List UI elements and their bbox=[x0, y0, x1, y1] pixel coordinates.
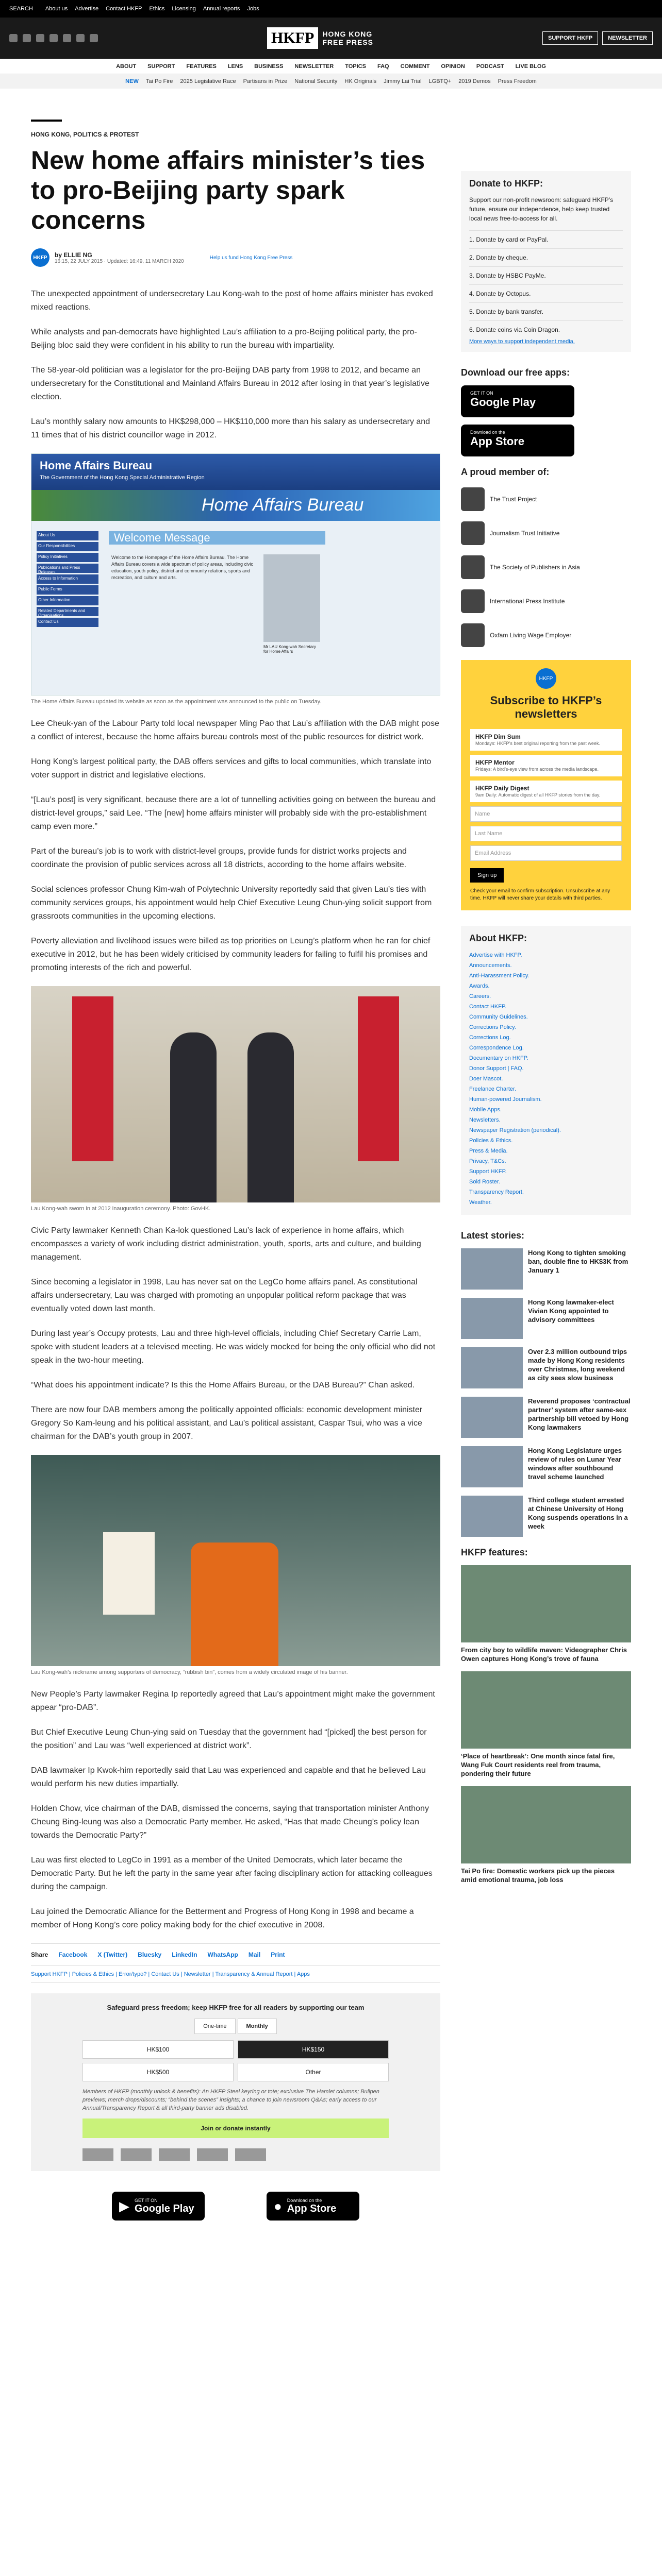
newsletter-option[interactable] bbox=[470, 755, 622, 776]
nav-item[interactable]: COMMENT bbox=[400, 63, 430, 70]
about-link[interactable]: Donor Support | FAQ. bbox=[469, 1065, 524, 1072]
article bbox=[31, 89, 440, 2241]
paragraph: During last year’s Occupy protests, Lau and three high-level officials, including Chief Secretary Carrie Lam, spoke with student leaders at a televised meeting. He was widely mocked for being the only official who did not speak in the two-hour meeting. bbox=[31, 1329, 436, 1365]
nav-item[interactable]: PODCAST bbox=[476, 63, 504, 70]
freq-monthly[interactable]: Monthly bbox=[238, 2019, 277, 2034]
story-title: Hong Kong lawmaker-elect Vivian Kong appointed to advisory committees bbox=[528, 1298, 614, 1324]
donate-text: Support our non-profit newsroom: safeguard HKFP’s future, ensure our independence, help keep trusted local news free-to-access for all. bbox=[469, 196, 614, 222]
nav-item[interactable]: OPINION bbox=[441, 63, 465, 70]
site-logo[interactable] bbox=[267, 27, 373, 49]
store-small: Download on the bbox=[470, 430, 505, 435]
store-big: App Store bbox=[470, 435, 525, 448]
youtube-icon[interactable] bbox=[63, 34, 71, 42]
member-logo[interactable] bbox=[461, 587, 631, 616]
byline bbox=[31, 248, 440, 267]
inauguration-photo bbox=[31, 986, 440, 1202]
member-logo[interactable] bbox=[461, 519, 631, 548]
amount-option[interactable]: HK$100 bbox=[82, 2040, 234, 2059]
nl-desc: Fridays: A bird’s-eye view from across the media landscape. bbox=[475, 767, 599, 772]
instagram-icon[interactable] bbox=[36, 34, 44, 42]
about-link[interactable]: Advertise with HKFP. bbox=[469, 952, 522, 958]
member-logo[interactable] bbox=[461, 621, 631, 650]
about-link[interactable]: Awards. bbox=[469, 983, 490, 989]
story-title: Third college student arrested at Chinese University of Hong Kong suspends operations in a week bbox=[528, 1496, 628, 1530]
top-link[interactable]: Annual reports bbox=[203, 6, 240, 12]
about-link[interactable]: Human-powered Journalism. bbox=[469, 1096, 542, 1103]
member-name: International Press Institute bbox=[490, 598, 565, 605]
newsletter-title: Subscribe to HKFP’s newsletters bbox=[490, 694, 602, 720]
paragraph: Part of the bureau’s job is to work with district-level groups, provide funds for district works projects and coordinate the provision of public services across all 18 districts, according to the home affairs website. bbox=[31, 847, 407, 869]
nav-item[interactable]: SUPPORT bbox=[147, 63, 175, 70]
nl-desc: 9am Daily: Automatic digest of all HKFP stories from the day. bbox=[475, 792, 601, 798]
hab-nav-item: Our Responsibilities bbox=[37, 542, 98, 551]
story-thumbnail bbox=[461, 1397, 523, 1438]
hab-nav-item: Other Information bbox=[37, 596, 98, 605]
donate-amounts bbox=[82, 2040, 389, 2081]
figure-caption: The Home Affairs Bureau updated its website as soon as the appointment was announced to the public on Tuesday. bbox=[31, 699, 322, 705]
share-facebook[interactable]: Facebook bbox=[58, 1951, 88, 1958]
app-store-badge[interactable] bbox=[267, 2192, 359, 2221]
signup-button[interactable]: Sign up bbox=[470, 868, 504, 883]
store-small: Download on the bbox=[287, 2197, 322, 2203]
donate-option[interactable]: 3. Donate by HSBC PayMe. bbox=[469, 266, 623, 284]
paragraph: “[Lau’s post] is very significant, because there are a lot of tunnelling activities going on between the bureau and district-level groups,” said Lee. “The [new] home affairs minister will probably side with the pro-establishment camp even more.” bbox=[31, 795, 436, 831]
paragraph: Lee Cheuk-yan of the Labour Party told local newspaper Ming Pao that Lau’s affiliation with the DAB might pose a conflict of interest, because the home affairs bureau controls most of the public resources for district work. bbox=[31, 719, 439, 741]
feature-title: Tai Po fire: Domestic workers pick up the pieces amid emotional trauma, job loss bbox=[461, 1867, 615, 1884]
about-title: About HKFP: bbox=[469, 933, 527, 943]
email-input[interactable]: Email Address bbox=[470, 845, 622, 861]
hab-nav-item: Policy Initiatives bbox=[37, 553, 98, 562]
latest-story[interactable] bbox=[461, 1446, 631, 1487]
feature-story[interactable] bbox=[461, 1671, 631, 1778]
about-link[interactable]: Newsletters. bbox=[469, 1117, 501, 1123]
story-thumbnail bbox=[461, 1248, 523, 1290]
hab-minister-photo bbox=[263, 554, 320, 642]
nav-item[interactable]: LENS bbox=[227, 63, 243, 70]
person-right bbox=[247, 1032, 294, 1202]
paragraph: Hong Kong’s largest political party, the DAB offers services and gifts to local communities, which translate into voter support in district and legislative elections. bbox=[31, 757, 432, 779]
x-icon[interactable] bbox=[23, 34, 31, 42]
latest-story[interactable] bbox=[461, 1397, 631, 1438]
paragraph: Civic Party lawmaker Kenneth Chan Ka-lok questioned Lau’s lack of experience in home affairs, which encompasses a variety of work including district administration, youth, sports, arts and culture, and building management. bbox=[31, 1226, 421, 1262]
story-thumbnail bbox=[461, 1496, 523, 1537]
rubbish-bin-figure bbox=[31, 1455, 440, 1675]
figure-caption: Lau Kong-wah sworn in at 2012 inauguration ceremony. Photo: GovHK. bbox=[31, 1206, 211, 1212]
about-link[interactable]: Contact HKFP. bbox=[469, 1004, 506, 1010]
store-big: Google Play bbox=[470, 396, 536, 409]
nl-desc: Mondays: HKFP’s best original reporting from the past week. bbox=[475, 741, 600, 746]
about-widget bbox=[461, 926, 631, 1215]
donate-option[interactable]: 5. Donate by bank transfer. bbox=[469, 302, 623, 320]
figure-caption: Lau Kong-wah’s nickname among supporters of democracy, “rubbish bin”, comes from a widely circulated image of his banner. bbox=[31, 1669, 348, 1675]
member-name: The Trust Project bbox=[490, 496, 537, 503]
nl-name: HKFP Mentor bbox=[475, 759, 515, 766]
about-link[interactable]: Policies & Ethics. bbox=[469, 1138, 513, 1144]
name-input[interactable]: Name bbox=[470, 806, 622, 822]
paragraph: Lau was first elected to LegCo in 1991 as a member of the United Democrats, which later became the Democratic Party. But he left the party in the same year after facing disciplinary action for attacking colleagues during the campaign. bbox=[31, 1856, 433, 1891]
sidebar-google-play[interactable] bbox=[461, 385, 574, 417]
hab-nav-item: Publications and Press Releases bbox=[37, 564, 98, 573]
trust-project-icon bbox=[461, 487, 485, 511]
hab-nav-item: Access to Information bbox=[37, 574, 98, 584]
about-link[interactable]: Support HKFP. bbox=[469, 1168, 507, 1175]
nav-item[interactable]: ABOUT bbox=[116, 63, 137, 70]
about-link[interactable]: Announcements. bbox=[469, 962, 512, 969]
paragraph: While analysts and pan-democrats have highlighted Lau’s affiliation to a pro-Beijing political party, the pro-Beijing bloc said they were confident in his ability to run the bureau with impartiality. bbox=[31, 328, 417, 350]
latest-story[interactable] bbox=[461, 1347, 631, 1388]
share-bar bbox=[31, 1943, 440, 1966]
story-title: Over 2.3 million outbound trips made by Hong Kong residents over Christmas, long weekend as city sees slow business bbox=[528, 1348, 627, 1382]
partner-logos bbox=[82, 2148, 389, 2161]
tag-item[interactable]: HK Originals bbox=[344, 78, 377, 84]
member-name: Journalism Trust Initiative bbox=[490, 530, 560, 537]
article-footer-links[interactable]: Support HKFP | Policies & Ethics | Error/typo? | Contact Us | Newsletter | Transparency & Annual Report | Apps bbox=[31, 1966, 440, 1983]
apple-icon: ● bbox=[274, 2198, 282, 2214]
search-link[interactable]: SEARCH bbox=[9, 6, 33, 12]
linkedin-icon[interactable] bbox=[76, 34, 85, 42]
ipi-logo bbox=[197, 2148, 228, 2161]
about-link[interactable]: Careers. bbox=[469, 993, 491, 999]
article-title: New home affairs minister’s ties to pro-Beijing party spark concerns bbox=[31, 146, 425, 234]
newsletter-button[interactable]: NEWSLETTER bbox=[602, 31, 653, 45]
nav-item[interactable]: BUSINESS bbox=[254, 63, 284, 70]
newsletter-option[interactable] bbox=[470, 781, 622, 802]
last-name-input[interactable]: Last Name bbox=[470, 826, 622, 841]
about-link[interactable]: Corrections Policy. bbox=[469, 1024, 516, 1030]
proud-member-title: A proud member of: bbox=[461, 467, 550, 477]
help-fund-link[interactable]: Help us fund Hong Kong Free Press bbox=[209, 255, 293, 261]
paragraph: New People’s Party lawmaker Regina Ip reportedly agreed that Lau’s appointment might make the government appear “pro-DAB”. bbox=[31, 1690, 435, 1712]
amount-option[interactable]: HK$500 bbox=[82, 2063, 234, 2081]
donate-frequency bbox=[82, 2019, 389, 2034]
paragraph: There are now four DAB members among the politically appointed officials: economic development minister Gregory So Kam-leung and his political assistant, and Lau’s political assistant, Caspar Tsui, who was a vice chairman for the DAB’s youth group in 2007. bbox=[31, 1405, 423, 1441]
store-small: GET IT ON bbox=[470, 391, 493, 396]
story-title: Reverend proposes ‘contractual partner’ system after same-sex partnership bill vetoed by Hong Kong lawmakers bbox=[528, 1397, 631, 1431]
rss-icon[interactable] bbox=[90, 34, 98, 42]
nav-item[interactable]: NEWSLETTER bbox=[294, 63, 334, 70]
about-link[interactable]: Documentary on HKFP. bbox=[469, 1055, 528, 1061]
feature-title: From city boy to wildlife maven: Videographer Chris Owen captures Hong Kong’s trove of fauna bbox=[461, 1646, 627, 1663]
top-link[interactable]: Advertise bbox=[75, 6, 99, 12]
story-thumbnail bbox=[461, 1298, 523, 1339]
donate-option[interactable]: 4. Donate by Octopus. bbox=[469, 284, 623, 302]
latest-story[interactable] bbox=[461, 1496, 631, 1537]
donate-option[interactable]: 2. Donate by cheque. bbox=[469, 248, 623, 266]
donate-heading: Safeguard press freedom; keep HKFP free for all readers by supporting our team bbox=[107, 2004, 365, 2011]
inauguration-figure bbox=[31, 986, 440, 1212]
top-link[interactable]: About us bbox=[45, 6, 68, 12]
hab-website-screenshot bbox=[31, 453, 440, 696]
paragraph: Holden Chow, vice chairman of the DAB, dismissed the concerns, saying that transportation minister Anthony Cheung Bing-leung was also a Democratic Party member. He asked, “Has that made Cheung’s policy lean towards the Democratic Party?” bbox=[31, 1804, 429, 1840]
facebook-icon[interactable] bbox=[9, 34, 18, 42]
about-link[interactable]: Correspondence Log. bbox=[469, 1045, 524, 1051]
paragraph: The unexpected appointment of undersecretary Lau Kong-wah to the post of home affairs minister has evoked mixed reactions. bbox=[31, 290, 433, 312]
author-name[interactable]: by ELLIE NG bbox=[55, 251, 92, 259]
paragraph: DAB lawmaker Ip Kwok-him reportedly said that Lau was experienced and capable and that he believed Lau would perform his new duties impartially. bbox=[31, 1766, 426, 1788]
threads-icon[interactable] bbox=[49, 34, 58, 42]
paragraph: Social sciences professor Chung Kim-wah of Polytechnic University reportedly said that given Lau’s ties with community services groups, his appointment would help Chief Executive Leung Chun-ying solicit support from grassroots communities in the upcoming elections. bbox=[31, 885, 432, 921]
amount-option[interactable]: Other bbox=[238, 2063, 389, 2081]
member-logo[interactable] bbox=[461, 553, 631, 582]
latest-story[interactable] bbox=[461, 1248, 631, 1290]
top-link[interactable]: Contact HKFP bbox=[106, 6, 142, 12]
about-links bbox=[469, 950, 623, 1208]
sidebar bbox=[461, 89, 631, 2241]
top-link[interactable]: Ethics bbox=[149, 6, 165, 12]
paragraph: Lau’s monthly salary now amounts to HK$298,000 – HK$110,000 more than his salary as undersecretary and 11 times that of his district councillor wage in 2012. bbox=[31, 417, 431, 439]
nav-item[interactable]: FEATURES bbox=[186, 63, 217, 70]
feature-title: ‘Place of heartbreak’: One month since fatal fire, Wang Fuk Court residents reel from trauma, pondering their future bbox=[461, 1752, 615, 1777]
oxfam-logo bbox=[235, 2148, 266, 2161]
newsletter-widget bbox=[461, 660, 631, 910]
member-name: Oxfam Living Wage Employer bbox=[490, 632, 572, 639]
story-thumbnail bbox=[461, 1446, 523, 1487]
tag-item[interactable]: 2025 Legislative Race bbox=[180, 78, 236, 84]
sopa-icon bbox=[461, 555, 485, 579]
latest-story[interactable] bbox=[461, 1298, 631, 1339]
feature-image bbox=[461, 1786, 631, 1863]
story-title: Hong Kong Legislature urges review of rules on Lunar Year windows after southbound travel scheme launched bbox=[528, 1447, 622, 1481]
ipi-icon bbox=[461, 589, 485, 613]
donate-option[interactable]: 1. Donate by card or PayPal. bbox=[469, 230, 623, 248]
tag-item[interactable]: Press Freedom bbox=[498, 78, 537, 84]
tag-item[interactable]: Partisans in Prize bbox=[243, 78, 288, 84]
social-icons bbox=[9, 34, 98, 42]
donate-title: Donate to HKFP: bbox=[469, 178, 543, 189]
share-whatsapp[interactable]: WhatsApp bbox=[207, 1951, 238, 1958]
paragraph: Since becoming a legislator in 1998, Lau has never sat on the LegCo home affairs panel. As constitutional affairs undersecretary, Lau was charged with promoting an unpopular political reform package that was eventually voted down last month. bbox=[31, 1278, 418, 1313]
google-play-badge[interactable] bbox=[112, 2192, 205, 2221]
tag-item[interactable]: Tai Po Fire bbox=[145, 78, 173, 84]
donate-perks: Members of HKFP (monthly unlock & benefits): An HKFP Steel keyring or tote; exclusive The Hamlet columns; Bullpen previews; merch drops/discounts; “behind the scenes” insights; a chance to join newsroom Q&As; early access to our Annual/Transparency Report & all third-party banner ads disabled. bbox=[82, 2089, 379, 2111]
paragraph: The 58-year-old politician was a legislator for the pro-Beijing DAB party from 1998 to 2012, and became an undersecretary for the Constitutional and Mainland Affairs Bureau in 2012 after losing in that year’s legislative election. bbox=[31, 366, 429, 401]
main-nav bbox=[0, 59, 662, 74]
about-link[interactable]: Transparency Report. bbox=[469, 1189, 524, 1195]
member-name: The Society of Publishers in Asia bbox=[490, 564, 580, 571]
hab-nav-item: About Us bbox=[37, 531, 98, 540]
logo-line1: HONG KONG bbox=[322, 30, 373, 38]
about-link[interactable]: Anti-Harassment Policy. bbox=[469, 973, 529, 979]
hab-website-figure bbox=[31, 453, 440, 705]
story-thumbnail bbox=[461, 1347, 523, 1388]
about-link[interactable]: Privacy, T&Cs. bbox=[469, 1158, 506, 1164]
hab-nav-item: Contact Us bbox=[37, 618, 98, 627]
feature-image bbox=[461, 1565, 631, 1642]
article-date: 16:15, 22 JULY 2015 · Updated: 16:49, 11 MARCH 2020 bbox=[55, 258, 184, 264]
flag-left bbox=[72, 996, 113, 1161]
feature-story[interactable] bbox=[461, 1786, 631, 1884]
apps-title: Download our free apps: bbox=[461, 367, 570, 378]
about-link[interactable]: Freelance Charter. bbox=[469, 1086, 517, 1092]
hab-welcome: Welcome Message bbox=[109, 531, 325, 545]
nl-name: HKFP Daily Digest bbox=[475, 785, 529, 792]
about-link[interactable]: Mobile Apps. bbox=[469, 1107, 502, 1113]
share-x[interactable]: X (Twitter) bbox=[97, 1951, 128, 1958]
hab-body: Welcome to the Homepage of the Home Affairs Bureau. The Home Affairs Bureau covers a wide spectrum of policy areas, including civic education, youth policy, district and community relations, sports and recreation, and culture and arts. bbox=[111, 555, 253, 580]
logo-line2: FREE PRESS bbox=[322, 38, 374, 46]
donate-widget bbox=[461, 171, 631, 352]
member-logo[interactable] bbox=[461, 485, 631, 514]
about-link[interactable]: Press & Media. bbox=[469, 1148, 508, 1154]
author-avatar: HKFP bbox=[31, 248, 49, 267]
rubbish-bin-photo bbox=[31, 1455, 440, 1666]
share-print[interactable]: Print bbox=[271, 1951, 285, 1958]
support-button[interactable]: SUPPORT HKFP bbox=[542, 31, 598, 45]
masthead bbox=[0, 18, 662, 59]
hab-photo-caption: Mr LAU Kong-wah Secretary for Home Affairs bbox=[263, 645, 316, 654]
about-link[interactable]: Doer Mascot. bbox=[469, 1076, 503, 1082]
rubbish-bin bbox=[191, 1543, 278, 1666]
amount-option[interactable]: HK$150 bbox=[238, 2040, 389, 2059]
sopa-logo bbox=[159, 2148, 190, 2161]
tag-item[interactable]: LGBTQ+ bbox=[428, 78, 452, 84]
store-small: GET IT ON bbox=[135, 2197, 158, 2203]
top-link[interactable]: Licensing bbox=[172, 6, 196, 12]
jti-icon bbox=[461, 521, 485, 545]
share-linkedin[interactable]: LinkedIn bbox=[172, 1951, 197, 1958]
top-links bbox=[45, 6, 259, 12]
freq-one-time[interactable]: One-time bbox=[194, 2019, 235, 2034]
person-left bbox=[170, 1032, 217, 1202]
about-link[interactable]: Weather. bbox=[469, 1199, 492, 1206]
newsletter-badge: HKFP bbox=[536, 668, 556, 689]
tag-bar bbox=[0, 74, 662, 89]
newsletter-fine-print: Check your email to confirm subscription. Unsubscribe at any time. HKFP will never share your details with third parties. bbox=[470, 888, 610, 901]
sidebar-app-store[interactable] bbox=[461, 425, 574, 456]
flag-right bbox=[358, 996, 399, 1161]
article-category[interactable]: HONG KONG, POLITICS & PROTEST bbox=[31, 131, 139, 138]
top-bar bbox=[0, 0, 662, 18]
hab-nav bbox=[37, 531, 98, 629]
about-link[interactable]: Community Guidelines. bbox=[469, 1014, 528, 1020]
share-bluesky[interactable]: Bluesky bbox=[138, 1951, 162, 1958]
oxfam-icon bbox=[461, 623, 485, 647]
about-link[interactable]: Corrections Log. bbox=[469, 1035, 511, 1041]
hab-title: Home Affairs Bureau bbox=[40, 459, 153, 472]
hab-nav-item: Public Forms bbox=[37, 585, 98, 595]
newsletter-option[interactable] bbox=[470, 729, 622, 751]
hab-nav-item: Related Departments and Organisations bbox=[37, 607, 98, 616]
trust-project-logo bbox=[82, 2148, 113, 2161]
more-ways-link[interactable]: More ways to support independent media. bbox=[469, 338, 575, 345]
nav-item[interactable]: TOPICS bbox=[345, 63, 366, 70]
tag-lead: NEW bbox=[125, 78, 139, 84]
donate-option[interactable]: 6. Donate coins via Coin Dragon. bbox=[469, 320, 623, 338]
logo-text bbox=[322, 30, 373, 46]
latest-title: Latest stories: bbox=[461, 1230, 525, 1241]
about-link[interactable]: Sold Roster. bbox=[469, 1179, 500, 1185]
paragraph: Poverty alleviation and livelihood issues were billed as top priorities on Leung’s platform when he ran for chief executive in 2012, but he has been widely criticised by community leaders for failing to fulfil his promises and promoting interests of the rich and powerful. bbox=[31, 937, 431, 972]
paragraph: “What does his appointment indicate? Is this the Home Affairs Bureau, or the DAB Bureau?” Chan asked. bbox=[31, 1381, 415, 1389]
store-big: Google Play bbox=[135, 2202, 194, 2214]
share-mail[interactable]: Mail bbox=[248, 1951, 261, 1958]
story-title: Hong Kong to tighten smoking ban, double fine to HK$3K from January 1 bbox=[528, 1249, 628, 1274]
feature-image bbox=[461, 1671, 631, 1749]
tag-item[interactable]: 2019 Demos bbox=[458, 78, 491, 84]
hab-subtitle: The Government of the Hong Kong Special Administrative Region bbox=[40, 474, 205, 481]
paragraph: Lau joined the Democratic Alliance for the Betterment and Progress of Hong Kong in 1998 and became a member of Hong Kong’s core policy making body for the chief executive in 2008. bbox=[31, 1907, 414, 1929]
jti-logo bbox=[121, 2148, 152, 2161]
share-label: Share bbox=[31, 1951, 48, 1958]
about-link[interactable]: Newspaper Registration (periodical). bbox=[469, 1127, 561, 1133]
feature-story[interactable] bbox=[461, 1565, 631, 1663]
hab-banner: Home Affairs Bureau bbox=[31, 490, 440, 521]
tag-item[interactable]: National Security bbox=[294, 78, 338, 84]
title-rule bbox=[31, 120, 62, 122]
nav-item[interactable]: FAQ bbox=[377, 63, 389, 70]
store-big: App Store bbox=[287, 2202, 337, 2214]
nl-name: HKFP Dim Sum bbox=[475, 733, 521, 740]
donate-box bbox=[31, 1993, 440, 2171]
banner-sign bbox=[103, 1532, 155, 1615]
join-button[interactable]: Join or donate instantly bbox=[82, 2119, 389, 2138]
app-stores bbox=[31, 2192, 440, 2221]
top-link[interactable]: Jobs bbox=[247, 6, 259, 12]
features-title: HKFP features: bbox=[461, 1547, 528, 1557]
nav-item[interactable]: LIVE BLOG bbox=[515, 63, 546, 70]
paragraph: But Chief Executive Leung Chun-ying said on Tuesday that the government had “[picked] the best person for the position” and Lau was “well experienced at district work”. bbox=[31, 1728, 427, 1750]
logo-box: HKFP bbox=[267, 27, 318, 49]
play-icon: ▶ bbox=[119, 2198, 129, 2214]
tag-item[interactable]: Jimmy Lai Trial bbox=[384, 78, 422, 84]
